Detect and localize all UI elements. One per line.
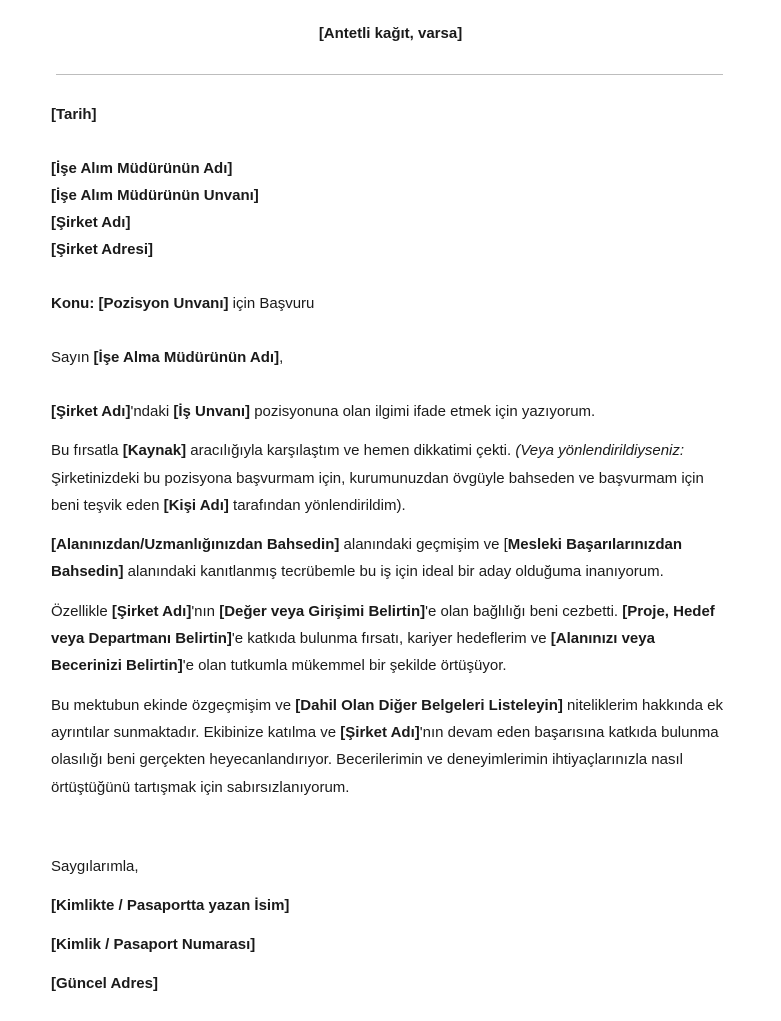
p5-text-2: niteliklerim hakkında ek ayrıntılar sunmaktadır. Ekibinize katılma ve <box>51 696 723 741</box>
p3-text-1: alanındaki geçmişim ve [ <box>339 536 508 554</box>
date: [Tarih] <box>51 106 97 123</box>
p4-text-5: 'e olan tutkumla mükemmel bir şekilde örtüşüyor. <box>182 657 507 675</box>
p4-text-3: 'e olan bağlılığı beni cezbetti. <box>425 602 623 620</box>
header-divider <box>56 74 723 75</box>
p3-text-2: alanındaki kanıtlanmış tecrübemle bu iş için ideal bir aday olduğuma inanıyorum. <box>123 563 664 581</box>
p4-text-2: 'nın <box>191 602 220 620</box>
recipient-manager-title: [İşe Alım Müdürünün Unvanı] <box>51 187 259 204</box>
p3-field: [Alanınızdan/Uzmanlığınızdan Bahsedin] <box>51 536 340 554</box>
salutation <box>51 344 727 371</box>
signature-address: [Güncel Adres] <box>51 974 158 992</box>
p1-text-2: pozisyonuna olan ilgimi ifade etmek için yazıyorum. <box>250 403 596 420</box>
closing: Saygılarımla, <box>51 857 139 875</box>
recipient-company-name: [Şirket Adı] <box>51 214 131 231</box>
p2-text-4: tarafından yönlendirildim). <box>228 496 406 514</box>
paragraph-expertise <box>51 531 727 586</box>
paragraph-motivation <box>51 598 727 680</box>
signature-name: [Kimlikte / Pasaportta yazan İsim] <box>51 896 290 914</box>
p2-text-2: aracılığıyla karşılaştım ve hemen dikkatimi çekti. <box>186 442 516 460</box>
subject-rest: için Başvuru <box>228 295 315 312</box>
p4-text-1: Özellikle <box>51 602 112 620</box>
paragraph-intro <box>51 398 727 425</box>
p4-skill: [Alanınızı veya Becerinizi Belirtin] <box>51 630 655 675</box>
p5-text-3: 'nın devam eden başarısına katkıda bulunma olasılığı beni gerçekten heyecanlandırıyor. Becerilerimin ve deneyimlerimin ihtiyaçlarınızla nasıl örtüştüğünü tartışmak için sabırsızlanıyorum. <box>51 723 719 796</box>
recipient-block <box>51 155 727 263</box>
subject-label: Konu: <box>51 295 95 312</box>
p4-project: [Proje, Hedef veya Departmanı Belirtin] <box>51 602 715 648</box>
signature-id-number: [Kimlik / Pasaport Numarası] <box>51 935 256 953</box>
salutation-suffix: , <box>279 349 284 366</box>
p2-source: [Kaynak] <box>122 442 187 460</box>
p1-job: [İş Unvanı] <box>173 403 251 420</box>
p2-person: [Kişi Adı] <box>163 496 229 514</box>
letter-body <box>51 101 727 997</box>
salutation-prefix: Sayın <box>51 349 94 366</box>
paragraph-source <box>51 437 727 519</box>
p5-docs: [Dahil Olan Diğer Belgeleri Listeleyin] <box>295 696 563 714</box>
salutation-name: [İşe Alma Müdürünün Adı] <box>93 349 280 366</box>
p2-italic: (Veya yönlendirildiyseniz: <box>515 442 685 460</box>
recipient-manager-name: [İşe Alım Müdürünün Adı] <box>51 160 233 177</box>
subject-line <box>51 290 727 317</box>
recipient-company-address: [Şirket Adresi] <box>51 241 153 258</box>
p4-company: [Şirket Adı] <box>111 602 192 620</box>
p2-text-1: Bu fırsatla <box>51 442 123 460</box>
p3-achievements: Mesleki Başarılarınızdan Bahsedin] <box>51 536 683 581</box>
p1-text-1: 'ndaki <box>130 403 174 420</box>
p4-value: [Değer veya Girişimi Belirtin] <box>219 602 426 620</box>
p5-text-1: Bu mektubun ekinde özgeçmişim ve <box>51 696 296 714</box>
paragraph-attachments <box>51 692 727 801</box>
p1-company: [Şirket Adı] <box>51 403 131 420</box>
p5-company: [Şirket Adı] <box>340 723 420 741</box>
subject-position: [Pozisyon Unvanı] <box>98 295 229 312</box>
letterhead: [Antetli kağıt, varsa] <box>318 25 463 42</box>
p4-text-4: 'e katkıda bulunma fırsatı, kariyer hedeflerim ve <box>231 630 551 648</box>
p2-text-3: Şirketinizdeki bu pozisyona başvurmam için, kurumunuzdan övgüyle bahseden ve başvurmam için beni teşvik eden <box>51 469 704 514</box>
